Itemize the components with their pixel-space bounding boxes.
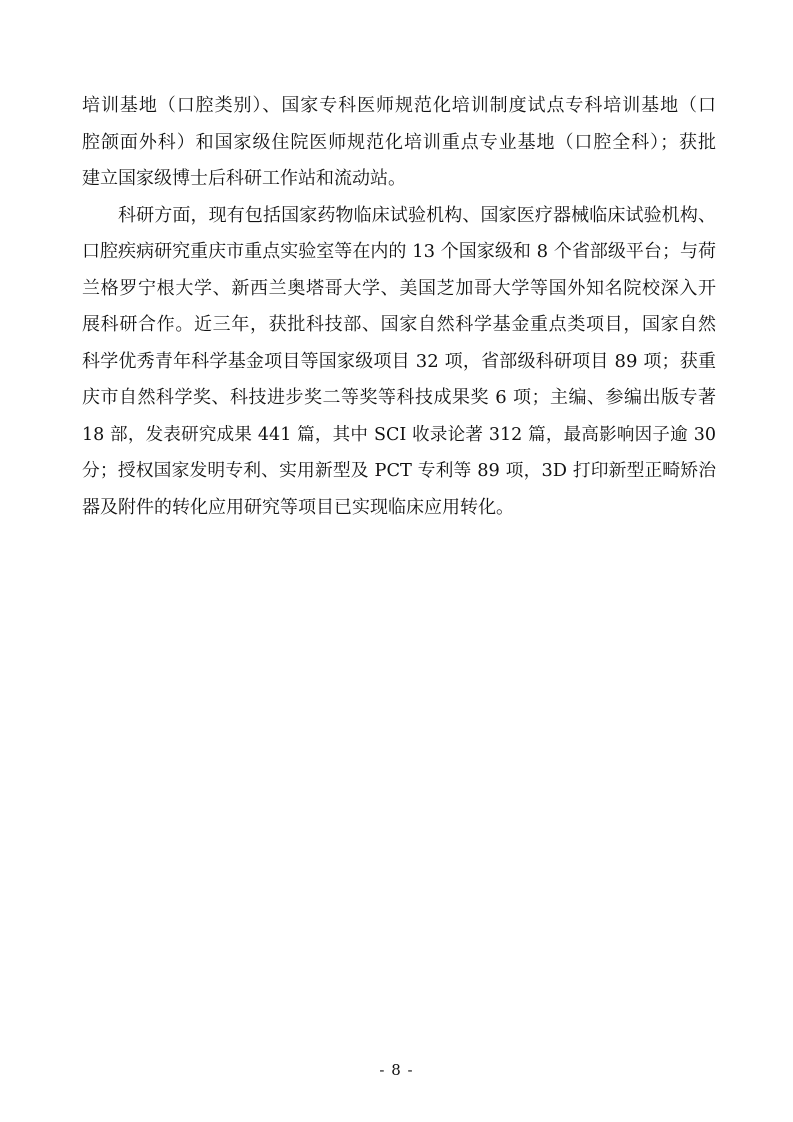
text-line: 腔颌面外科）和国家级住院医师规范化培训重点专业基地（口腔全科）；获批: [82, 131, 716, 153]
text-line: 分；授权国家发明专利、实用新型及 PCT 专利等 89 项，3D 打印新型正畸矫治: [82, 461, 716, 481]
text-line: 器及附件的转化应用研究等项目已实现临床应用转化。: [82, 496, 514, 518]
text-line: 18 部，发表研究成果 441 篇，其中 SCI 收录论著 312 篇，最高影响因子逾 30: [82, 424, 716, 445]
page-number: - 8 -: [379, 1061, 414, 1079]
paragraph-training-bases: [82, 88, 716, 198]
text-line: 展科研合作。近三年，获批科技部、国家自然科学基金重点类项目，国家自然: [82, 314, 716, 335]
text-line: 口腔疾病研究重庆市重点实验室等在内的 13 个国家级和 8 个省部级平台；与荷: [82, 241, 716, 262]
text-line: 建立国家级博士后科研工作站和流动站。: [82, 168, 406, 189]
text-line: 科研方面，现有包括国家药物临床试验机构、国家医疗器械临床试验机构、: [118, 204, 716, 226]
text-line: 庆市自然科学奖、科技进步奖二等奖等科技成果奖 6 项；主编、参编出版专著: [82, 387, 716, 408]
document-body: [82, 88, 716, 526]
text-line: 培训基地（口腔类别）、国家专科医师规范化培训制度试点专科培训基地（口: [82, 95, 716, 116]
text-line: 科学优秀青年科学基金项目等国家级项目 32 项，省部级科研项目 89 项；获重: [82, 350, 716, 372]
text-line: 兰格罗宁根大学、新西兰奥塔哥大学、美国芝加哥大学等国外知名院校深入开: [82, 277, 716, 299]
paragraph-research: [82, 198, 716, 527]
